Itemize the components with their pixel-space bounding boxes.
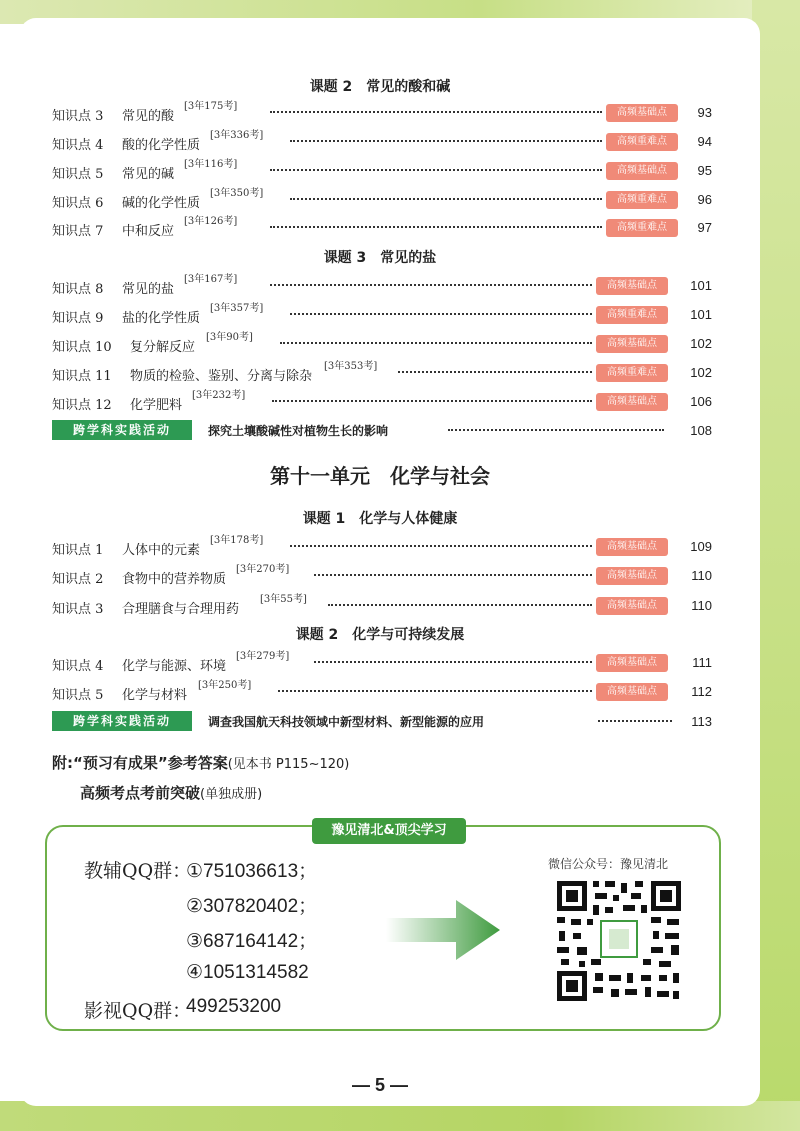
activity-title: 调查我国航天科技领域中新型材料、新型能源的应用 bbox=[208, 715, 485, 729]
page-ref: 94 bbox=[697, 134, 712, 149]
appendix-booklet-note: (单独成册) bbox=[200, 787, 263, 802]
qq-group-label: 教辅QQ群： bbox=[84, 860, 192, 882]
point-number: 知识点 3 bbox=[52, 602, 104, 617]
toc-row[interactable] bbox=[52, 362, 712, 384]
frequency-note: [3年357考] bbox=[210, 303, 264, 314]
qr-code-icon[interactable] bbox=[555, 879, 683, 1003]
page-number: — 5 — bbox=[351, 1075, 408, 1095]
frequency-note: [3年350考] bbox=[210, 188, 264, 199]
page-ref: 101 bbox=[690, 278, 712, 293]
toc-row[interactable] bbox=[52, 275, 712, 297]
qq-group-number: ①751036613； bbox=[186, 861, 318, 882]
point-number: 知识点 5 bbox=[52, 167, 104, 182]
toc-row[interactable] bbox=[52, 189, 712, 211]
frequency-note: [3年116考] bbox=[184, 159, 238, 170]
point-number: 知识点 3 bbox=[52, 109, 104, 124]
page-ref: 97 bbox=[697, 220, 712, 235]
appendix-answers-title: 附:“预习有成果”参考答案 bbox=[52, 754, 228, 772]
dot-leader bbox=[280, 342, 592, 346]
frequency-badge: 高频重难点 bbox=[606, 191, 678, 209]
toc-row[interactable] bbox=[52, 131, 712, 153]
frequency-badge: 高频基础点 bbox=[596, 567, 668, 585]
page-ref: 110 bbox=[691, 598, 712, 613]
frequency-badge: 高频基础点 bbox=[596, 393, 668, 411]
point-title: 常见的碱 bbox=[122, 167, 175, 182]
topic-title: 课题 2 常见的酸和碱 bbox=[309, 79, 451, 95]
frequency-note: [3年232考] bbox=[192, 390, 246, 401]
page-ref: 102 bbox=[690, 336, 712, 351]
topic-title: 课题 3 常见的盐 bbox=[323, 250, 437, 266]
toc-row[interactable] bbox=[52, 652, 712, 674]
point-number: 知识点 6 bbox=[52, 196, 104, 211]
dot-leader bbox=[448, 429, 664, 433]
point-title: 复分解反应 bbox=[130, 340, 196, 355]
dot-leader bbox=[290, 313, 592, 317]
frequency-badge: 高频基础点 bbox=[596, 654, 668, 672]
frequency-badge: 高频基础点 bbox=[596, 538, 668, 556]
toc-row[interactable] bbox=[52, 681, 712, 703]
qq-group-number: ②307820402； bbox=[186, 896, 318, 917]
point-number: 知识点 2 bbox=[52, 572, 104, 587]
point-number: 知识点 1 bbox=[52, 543, 104, 558]
activity-row[interactable] bbox=[52, 420, 712, 442]
point-number: 知识点 12 bbox=[52, 398, 112, 413]
unit-title: 第十一单元 化学与社会 bbox=[270, 464, 490, 488]
point-title: 合理膳食与合理用药 bbox=[122, 602, 240, 617]
toc-row[interactable] bbox=[52, 391, 712, 413]
dot-leader bbox=[398, 371, 592, 375]
activity-row[interactable] bbox=[52, 711, 712, 733]
page-ref: 106 bbox=[690, 394, 712, 409]
dot-leader bbox=[270, 226, 602, 230]
appendix-answers-note: (见本书 P115~120) bbox=[227, 757, 350, 772]
toc-row[interactable] bbox=[52, 536, 712, 558]
frequency-note: [3年336考] bbox=[210, 130, 264, 141]
point-number: 知识点 7 bbox=[52, 224, 104, 239]
appendix-answers[interactable] bbox=[52, 752, 349, 773]
point-title: 化学与材料 bbox=[122, 688, 188, 703]
frequency-badge: 高频基础点 bbox=[596, 277, 668, 295]
frequency-badge: 高频基础点 bbox=[596, 597, 668, 615]
point-title: 盐的化学性质 bbox=[122, 311, 201, 326]
frequency-badge: 高频重难点 bbox=[606, 133, 678, 151]
point-number: 知识点 11 bbox=[52, 369, 112, 384]
topic-title: 课题 1 化学与人体健康 bbox=[302, 511, 458, 527]
dot-leader bbox=[314, 661, 592, 665]
point-number: 知识点 4 bbox=[52, 138, 104, 153]
toc-row[interactable] bbox=[52, 595, 712, 617]
point-number: 知识点 8 bbox=[52, 282, 104, 297]
page-ref: 113 bbox=[691, 714, 712, 729]
page-ref: 101 bbox=[690, 307, 712, 322]
frequency-note: [3年279考] bbox=[236, 651, 290, 662]
frequency-note: [3年167考] bbox=[184, 274, 238, 285]
toc-row[interactable] bbox=[52, 160, 712, 182]
point-title: 食物中的营养物质 bbox=[122, 572, 227, 587]
frequency-note: [3年353考] bbox=[324, 361, 378, 372]
frequency-badge: 高频重难点 bbox=[606, 219, 678, 237]
point-title: 常见的酸 bbox=[122, 109, 175, 124]
toc-row[interactable] bbox=[52, 565, 712, 587]
qq-group-number: ③687164142； bbox=[186, 931, 318, 952]
page-ref: 112 bbox=[691, 684, 712, 699]
frequency-note: [3年250考] bbox=[198, 680, 252, 691]
dot-leader bbox=[598, 720, 672, 724]
dot-leader bbox=[272, 400, 592, 404]
page-ref: 95 bbox=[697, 163, 712, 178]
dot-leader bbox=[290, 545, 592, 549]
page-ref: 102 bbox=[690, 365, 712, 380]
toc-row[interactable] bbox=[52, 304, 712, 326]
point-number: 知识点 5 bbox=[52, 688, 104, 703]
promo-tab: 豫见清北&顶尖学习 bbox=[312, 818, 466, 844]
frequency-note: [3年126考] bbox=[184, 216, 238, 227]
frequency-note: [3年175考] bbox=[184, 101, 238, 112]
dot-leader bbox=[270, 111, 602, 115]
appendix-booklet-title: 高频考点考前突破 bbox=[80, 784, 201, 802]
dot-leader bbox=[290, 140, 602, 144]
frequency-note: [3年178考] bbox=[210, 535, 264, 546]
page-ref: 110 bbox=[691, 568, 712, 583]
dot-leader bbox=[314, 574, 592, 578]
page-ref: 108 bbox=[690, 423, 712, 438]
frequency-badge: 高频基础点 bbox=[596, 683, 668, 701]
frequency-note: [3年90考] bbox=[206, 332, 253, 343]
frequency-note: [3年55考] bbox=[260, 594, 307, 605]
frequency-badge: 高频基础点 bbox=[596, 335, 668, 353]
point-title: 化学与能源、环境 bbox=[122, 659, 227, 674]
qq-group-number: ④1051314582 bbox=[186, 962, 309, 983]
frequency-badge: 高频基础点 bbox=[606, 162, 678, 180]
point-number: 知识点 4 bbox=[52, 659, 104, 674]
toc-row[interactable] bbox=[52, 333, 712, 355]
video-qq-label: 影视QQ群： bbox=[84, 1000, 192, 1022]
page-ref: 111 bbox=[692, 655, 712, 670]
frequency-note: [3年270考] bbox=[236, 564, 290, 575]
page-ref: 93 bbox=[697, 105, 712, 120]
point-title: 物质的检验、鉴别、分离与除杂 bbox=[130, 369, 313, 384]
dot-leader bbox=[328, 604, 592, 608]
dot-leader bbox=[278, 690, 592, 694]
page-ref: 109 bbox=[690, 539, 712, 554]
point-title: 常见的盐 bbox=[122, 282, 175, 297]
point-title: 人体中的元素 bbox=[122, 543, 201, 558]
point-title: 酸的化学性质 bbox=[122, 138, 201, 153]
frequency-badge: 高频基础点 bbox=[606, 104, 678, 122]
right-arrow-icon bbox=[386, 900, 506, 960]
appendix-booklet[interactable] bbox=[80, 782, 262, 803]
dot-leader bbox=[290, 198, 602, 202]
topic-title: 课题 2 化学与可持续发展 bbox=[295, 627, 465, 643]
frequency-badge: 高频重难点 bbox=[596, 364, 668, 382]
activity-badge: 跨学科实践活动 bbox=[52, 420, 192, 440]
point-title: 中和反应 bbox=[122, 224, 175, 239]
video-qq-number: 499253200 bbox=[186, 996, 282, 1017]
frequency-badge: 高频重难点 bbox=[596, 306, 668, 324]
page-ref: 96 bbox=[697, 192, 712, 207]
dot-leader bbox=[270, 284, 592, 288]
point-title: 碱的化学性质 bbox=[122, 196, 201, 211]
activity-title: 探究土壤酸碱性对植物生长的影响 bbox=[208, 424, 389, 438]
activity-badge: 跨学科实践活动 bbox=[52, 711, 192, 731]
point-title: 化学肥料 bbox=[130, 398, 183, 413]
point-number: 知识点 10 bbox=[52, 340, 112, 355]
point-number: 知识点 9 bbox=[52, 311, 104, 326]
toc-row[interactable] bbox=[52, 102, 712, 124]
dot-leader bbox=[270, 169, 602, 173]
toc-row[interactable] bbox=[52, 217, 712, 239]
wechat-account: 微信公众号：豫见清北 bbox=[548, 857, 669, 871]
